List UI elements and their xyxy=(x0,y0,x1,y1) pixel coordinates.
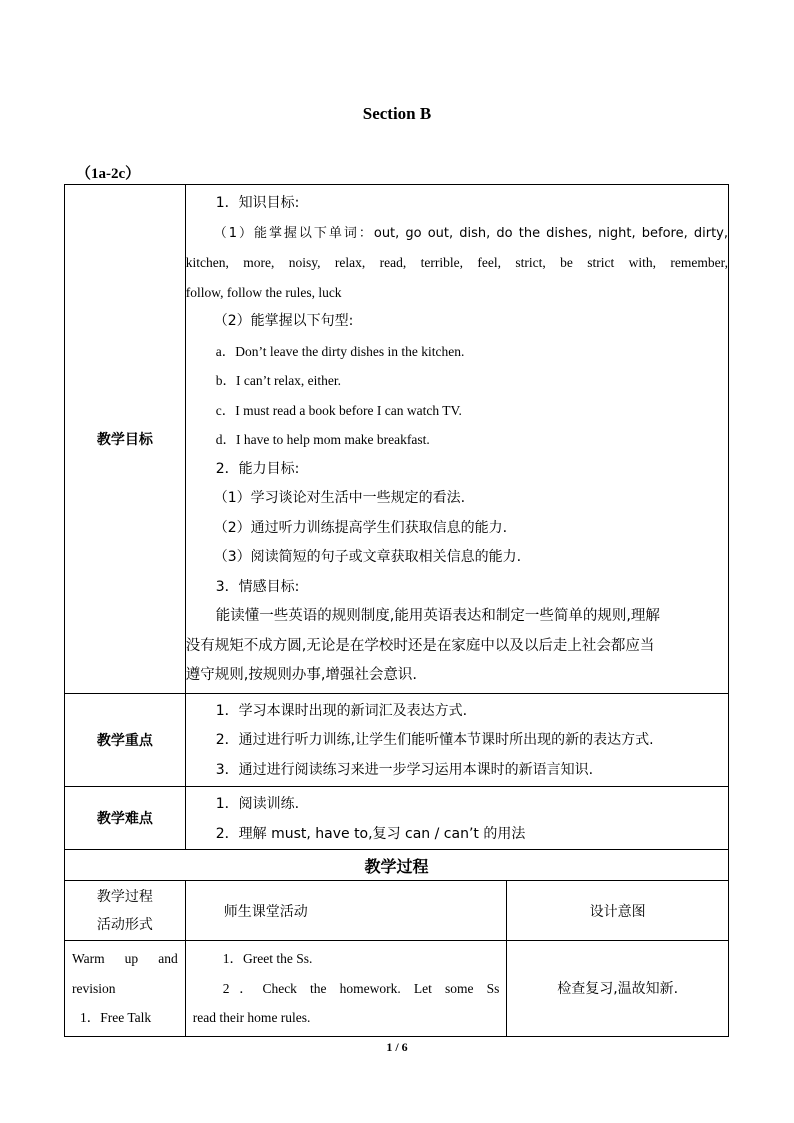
objective-line: d．I have to help mom make breakfast. xyxy=(215,432,430,447)
objectives-label: 教学目标 xyxy=(65,185,186,694)
activity-form-line: 1．Free Talk xyxy=(80,1010,152,1025)
key-point-line: 3．通过进行阅读练习来进一步学习运用本课时的新语言知识. xyxy=(215,761,594,778)
form-column-head xyxy=(65,881,186,941)
process-header: 教学过程 xyxy=(65,850,729,881)
purpose-column-head: 设计意图 xyxy=(507,881,729,941)
objective-line: 1．知识目标: xyxy=(215,195,300,211)
activity-form-line: revision xyxy=(72,980,116,996)
process-header-row xyxy=(65,850,729,881)
difficulties-label: 教学难点 xyxy=(65,787,186,850)
objective-line: 没有规矩不成方圆,无论是在学校时还是在家庭中以及以后走上社会都应当 xyxy=(185,637,655,654)
objective-line: （2）通过听力训练提高学生们获取信息的能力. xyxy=(213,519,508,536)
objective-line: （1）学习谈论对生活中一些规定的看法. xyxy=(213,490,466,506)
lesson-plan-table xyxy=(64,184,729,1037)
objective-line: （2）能掌握以下句型: xyxy=(213,313,354,329)
key-points-content xyxy=(185,693,728,787)
difficulty-line: 2．理解 must, have to,复习 can / can’t 的用法 xyxy=(215,825,526,842)
key-point-line: 2．通过进行听力训练,让学生们能听懂本节课时所出现的新的表达方式. xyxy=(215,732,654,748)
objective-line: 能读懂一些英语的规则制度,能用英语表达和制定一些简单的规则,理解 xyxy=(215,608,660,624)
objective-line: 3．情感目标: xyxy=(215,578,300,595)
process-row xyxy=(65,941,729,1037)
objectives-row xyxy=(65,185,729,694)
form-column-head-line2: 活动形式 xyxy=(96,916,153,933)
purpose-cell: 检查复习,温故知新. xyxy=(507,941,729,1037)
activity-line: 1．Greet the Ss. xyxy=(222,951,313,966)
page-title: Section B xyxy=(362,104,432,123)
objective-line: b．I can’t relax, either. xyxy=(215,373,342,388)
objective-line: follow, follow the rules, luck xyxy=(185,284,342,300)
objective-line: 遵守规则,按规则办事,增强社会意识. xyxy=(185,667,418,683)
key-point-line: 1．学习本课时出现的新词汇及表达方式. xyxy=(215,702,468,719)
difficulty-line: 1．阅读训练. xyxy=(215,796,300,812)
activity-column-head: 师生课堂活动 xyxy=(185,881,507,941)
objective-line: （1）能掌握以下单词：out, go out, dish, do the dishes, night, before, dirty, xyxy=(213,225,728,241)
activity-line: 2．Check the homework. Let some Ss xyxy=(222,980,500,996)
difficulties-content xyxy=(185,787,728,850)
key-points-row xyxy=(65,693,729,787)
page-number: 1 / 6 xyxy=(386,1040,408,1054)
difficulties-row xyxy=(65,787,729,850)
objective-line: kitchen, more, noisy, relax, read, terrible, feel, strict, be strict with, remember, xyxy=(185,255,728,270)
form-column-head-line1: 教学过程 xyxy=(96,888,153,905)
objectives-content xyxy=(185,185,728,694)
activity-cell xyxy=(185,941,507,1037)
key-points-label: 教学重点 xyxy=(65,693,186,787)
activity-line: read their home rules. xyxy=(192,1010,311,1025)
objective-line: 2．能力目标: xyxy=(215,460,300,477)
objective-line: （3）阅读简短的句子或文章获取相关信息的能力. xyxy=(213,549,522,565)
activity-form-cell xyxy=(65,941,186,1037)
activity-form-line: Warm up and xyxy=(72,951,178,966)
process-column-head-row xyxy=(65,881,729,941)
section-subtitle: （1a-2c） xyxy=(76,166,141,182)
objective-line: c．I must read a book before I can watch TV. xyxy=(215,402,462,418)
objective-line: a．Don’t leave the dirty dishes in the kitchen. xyxy=(215,343,465,359)
